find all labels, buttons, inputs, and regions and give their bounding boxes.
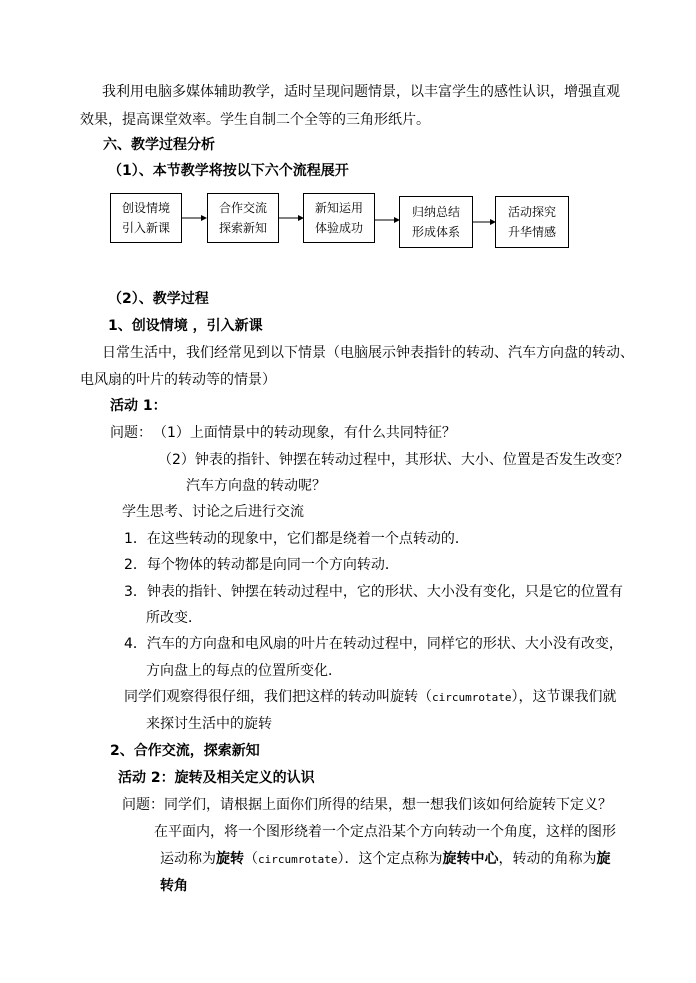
def-text-e: ）．这个定点称为 xyxy=(337,851,443,867)
answer-4-line-1: 4．汽车的方向盘和电风扇的叶片在转动过程中，同样它的形状、大小没有改变， xyxy=(124,636,623,652)
answer-3-line-1: 3．钟表的指针、钟摆在转动过程中，它的形状、大小没有变化，只是它的位置有 xyxy=(124,584,623,600)
observe-text-b: ），这节课我们就 xyxy=(511,689,617,705)
definition-question: 问题：同学们，请根据上面你们所得的结果，想一想我们该如何给旋转下定义？ xyxy=(122,797,612,813)
sub2-title: （2）、教学过程 xyxy=(108,291,209,307)
flow-box-5 xyxy=(495,196,569,248)
def-term-english: circumrotate xyxy=(258,853,338,866)
def-term-center: 旋转中心 xyxy=(442,851,499,867)
flow-box-3 xyxy=(303,193,375,243)
step1-para-line-2: 电风扇的叶片的转动等的情景） xyxy=(80,372,276,388)
question-1: （1）上面情景中的转动现象，有什么共同特征？ xyxy=(153,425,456,441)
def-term-rotation: 旋转 xyxy=(216,851,244,867)
step1-para-line-1: 日常生活中，我们经常见到以下情景（电脑展示钟表指针的转动、汽车方向盘的转动、 xyxy=(102,345,634,361)
answer-3-line-2: 所改变． xyxy=(146,610,202,626)
flow-box-3-line2: 体验成功 xyxy=(314,221,363,235)
observe-line-2: 来探讨生活中的旋转 xyxy=(146,716,272,732)
flow-box-2 xyxy=(207,193,279,243)
flow-arrow-3 xyxy=(375,212,401,228)
step2-title: 2、合作交流，探索新知 xyxy=(110,743,260,759)
flow-box-5-line2: 升华情感 xyxy=(507,225,556,239)
sub1-title: （1）、本节教学将按以下六个流程展开 xyxy=(108,163,349,179)
flow-box-4-line2: 形成体系 xyxy=(411,225,460,239)
flow-arrow-1 xyxy=(182,210,208,226)
question-label: 问题： xyxy=(110,425,152,441)
answer-1: 1．在这些转动的现象中，它们都是绕着一个点转动的． xyxy=(124,531,469,547)
flow-arrow-2 xyxy=(279,210,305,226)
answer-2: 2．每个物体的转动都是向同一个方向转动． xyxy=(124,557,399,573)
definition-line-3: 转角 xyxy=(160,878,188,894)
answer-4-line-2: 方向盘上的每点的位置所变化． xyxy=(146,663,342,679)
question-2-line-2: 汽车方向盘的转动呢？ xyxy=(186,478,326,494)
def-text-c: （ xyxy=(244,851,258,867)
def-text-a: 运动称为 xyxy=(160,851,216,867)
definition-line-1: 在平面内，将一个图形绕着一个定点沿某个方向转动一个角度，这样的图形 xyxy=(154,824,616,840)
step1-title: 1、创设情境 ，引入新课 xyxy=(108,318,263,334)
section6-title: 六、教学过程分析 xyxy=(103,137,215,153)
flow-box-4-line1: 归纳总结 xyxy=(411,205,460,219)
definition-line-2 xyxy=(160,849,610,870)
observe-line-1 xyxy=(124,687,616,708)
flow-box-1 xyxy=(110,193,182,243)
observe-text-a: 同学们观察得很仔细，我们把这样的转动叫旋转（ xyxy=(124,689,432,705)
flow-box-2-line2: 探索新知 xyxy=(218,221,267,235)
intro-line-1: 我利用电脑多媒体辅助教学，适时呈现问题情景，以丰富学生的感性认识，增强直观 xyxy=(102,84,620,100)
def-term-angle-a: 旋 xyxy=(596,851,611,867)
flow-box-3-line1: 新知运用 xyxy=(314,201,363,215)
flow-box-2-line1: 合作交流 xyxy=(218,201,267,215)
activity1-label: 活动 1： xyxy=(110,398,167,414)
flow-box-5-line1: 活动探究 xyxy=(507,205,556,219)
flow-box-1-line1: 创设情境 xyxy=(121,201,170,215)
def-text-g: ，转动的角称为 xyxy=(498,851,597,867)
intro-line-2: 效果，提高课堂效率。学生自制二个全等的三角形纸片。 xyxy=(80,112,430,128)
activity2-label: 活动 2：旋转及相关定义的认识 xyxy=(118,770,315,786)
question-2-line-1: （2）钟表的指针、钟摆在转动过程中，其形状、大小、位置是否发生改变？ xyxy=(158,452,629,468)
flow-box-4 xyxy=(399,196,473,248)
observe-term: circumrotate xyxy=(432,691,512,704)
flow-box-1-line2: 引入新课 xyxy=(121,221,170,235)
flow-arrow-4 xyxy=(473,214,497,230)
discussion-line: 学生思考、讨论之后进行交流 xyxy=(122,504,304,520)
